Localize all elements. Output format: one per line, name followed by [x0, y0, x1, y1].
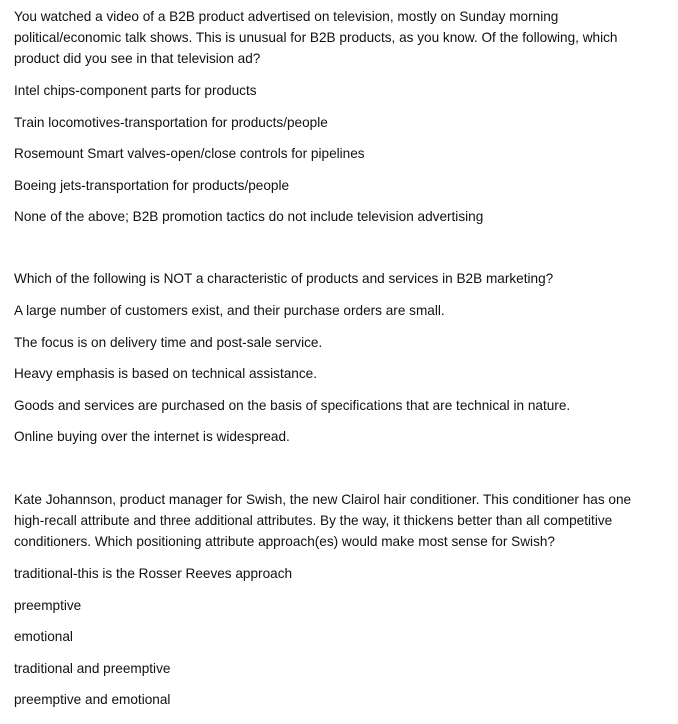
question-1 [14, 6, 664, 227]
question-1-option-4[interactable]: Boeing jets-transportation for products/people [14, 177, 290, 193]
question-3-option-1[interactable]: traditional-this is the Rosser Reeves approach [14, 566, 293, 581]
question-2-option-1[interactable]: A large number of customers exist, and their purchase orders are small. [14, 303, 445, 318]
question-2-option-4[interactable]: Goods and services are purchased on the basis of specifications that are technical in nature. [14, 397, 571, 413]
question-2-option-5[interactable]: Online buying over the internet is widespread. [14, 429, 290, 444]
question-1-prompt: You watched a video of a B2B product advertised on television, mostly on Sunday morning political/economic talk shows. This is unusual for B2B products, as you know. Of the following, which product did you see in that television ad? [14, 9, 618, 66]
question-1-options [14, 80, 664, 227]
question-1-option-5[interactable]: None of the above; B2B promotion tactics do not include television advertising [14, 209, 484, 224]
question-3-prompt: Kate Johannson, product manager for Swish, the new Clairol hair conditioner. This conditioner has one high-recall attribute and three additional attributes. By the way, it thickens better than all competitive conditioners. Which positioning attribute approach(es) would make most sense for Swish? [14, 492, 632, 549]
question-1-option-1[interactable]: Intel chips-component parts for products [14, 83, 257, 98]
question-2-options [14, 300, 664, 447]
question-3-option-3[interactable]: emotional [14, 629, 73, 644]
question-2 [14, 268, 664, 447]
question-3 [14, 489, 664, 710]
question-2-option-2[interactable]: The focus is on delivery time and post-sale service. [14, 334, 323, 350]
question-3-options [14, 563, 664, 710]
question-3-option-4[interactable]: traditional and preemptive [14, 660, 171, 676]
question-3-option-2[interactable]: preemptive [14, 597, 82, 613]
question-1-option-3[interactable]: Rosemount Smart valves-open/close controls for pipelines [14, 146, 365, 161]
question-2-prompt: Which of the following is NOT a characteristic of products and services in B2B marketing? [14, 271, 554, 286]
question-2-option-3[interactable]: Heavy emphasis is based on technical assistance. [14, 366, 317, 381]
question-3-option-5[interactable]: preemptive and emotional [14, 692, 171, 707]
question-1-option-2[interactable]: Train locomotives-transportation for products/people [14, 114, 328, 130]
